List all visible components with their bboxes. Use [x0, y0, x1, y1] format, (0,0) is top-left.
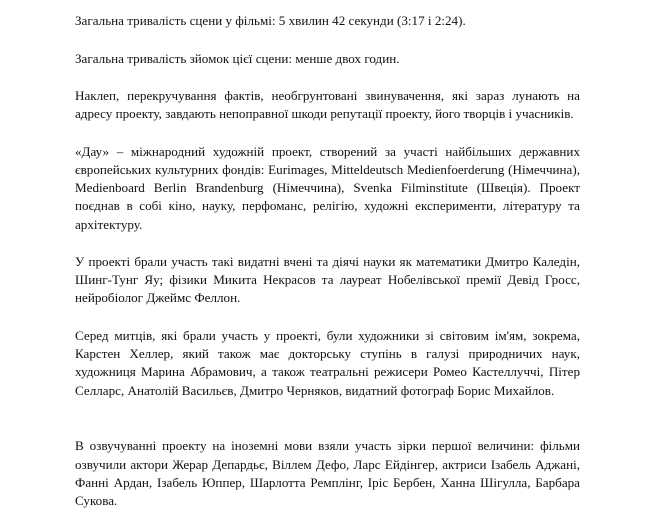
paragraph-artists: Серед митців, які брали участь у проекті, були художники зі світовим ім'ям, зокрема, Карстен Хеллер, який також має докторську ступінь в галузі природничих наук, художниця Марина Абрамович, а також театральні режисери Ромео Кастеллуччі, Пітер Селларс, Анатолій Васильєв, Дмитро Черняков, видатний фотограф Борис Михайлов.: [75, 327, 580, 398]
paragraph-voice-actors: В озвучуванні проекту на іноземні мови взяли участь зірки першої величини: фільми озвучили актори Жерар Депардьє, Віллем Дефо, Ларс Ейдінгер, актриси Ізабель Аджані, Фанні Ардан, Ізабель Юппер, Шарлотта Ремплінг, Іріс Бербен, Ханна Шігулла, Барбара Сукова.: [75, 438, 580, 508]
paragraph-scientists: У проекті брали участь такі видатні вчені та діячі науки як математики Дмитро Каледін, Шинг-Тунг Яу; фізики Микита Некрасов та лауреат Нобелівської премії Девід Гросс, нейробіолог Джеймс Феллон.: [75, 254, 580, 306]
paragraph-defamation: Наклеп, перекручування фактів, необгрунтовані звинувачення, які зараз лунають на адресу проекту, завдають непоправної шкоди репутації проекту, його творців і учасників.: [75, 88, 580, 122]
document-page: [75, 12, 580, 529]
paragraph-scene-duration: Загальна тривалість сцени у фільмі: 5 хвилин 42 секунди (3:17 і 2:24).: [75, 13, 466, 28]
paragraph-project-description: «Дау» – міжнародний художній проект, створений за участі найбільших державних європейських культурних фондів: Eurimages, Mitteldeutsch Medienfoerderung (Німеччина), Medienboard Berlin Brandenburg (Німеччина), Svenka Filminstitute (Швеція). Проект поєднав в собі кіно, науку, перфоманс, релігію, художні експерименти, літературу та архітектуру.: [75, 143, 580, 232]
paragraph-filming-duration: Загальна тривалість зйомок цієї сцени: менше двох годин.: [75, 50, 400, 66]
